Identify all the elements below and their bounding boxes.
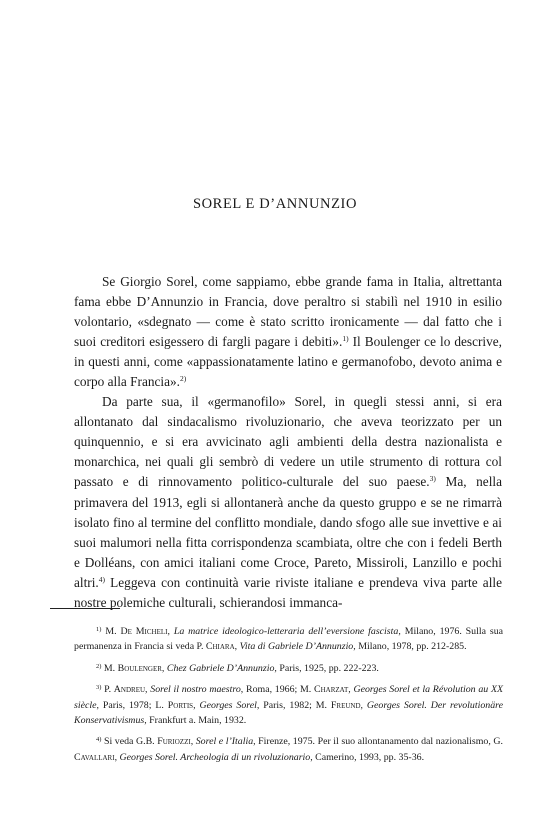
footnote-text: M.	[103, 662, 118, 674]
paragraph-2-text-cont: Ma, nella primavera del 1913, egli si allontanerà anche da questo gruppo e se ne rimarrà isolato fino al termine del conflitto mondiale, dando sfogo alle sue invettive e ai suoi malumori nella fitta corrispondenza scambiata, oltre che con i fedeli Berth e Dolléans, con amici italiani come Croce, Pareto, Missiroli, Lanzillo e pochi altri.	[74, 474, 502, 590]
author-name: Furiozzi	[157, 736, 191, 748]
paragraph-1-text-cont: Il Boulenger ce lo descrive, in questi anni, come «appassionatamente latino e germanofobo, devoto anima e corpo alla Francia».	[74, 334, 502, 390]
footnote-text: ,	[348, 684, 354, 696]
footnote-text: ,	[190, 736, 196, 748]
footnote-number: 3)	[96, 684, 102, 692]
footnote-text: ,	[114, 751, 120, 763]
paragraph-2	[74, 392, 502, 613]
footnote-text: , Roma, 1966; M.	[240, 684, 315, 696]
footnote-1	[74, 624, 503, 655]
book-title: Georges Sorel. Archeologia di un rivoluzionario	[119, 751, 311, 763]
footnote-4	[74, 734, 503, 765]
author-name: Freund	[330, 699, 361, 711]
footnote-text: ,	[360, 699, 367, 711]
footnote-text: P.	[104, 684, 114, 696]
author-name: Portis	[167, 699, 194, 711]
footnotes	[74, 624, 503, 771]
footnote-3	[74, 682, 503, 728]
footnote-number: 1)	[96, 626, 102, 633]
footnote-text: , Firenze, 1975. Per il suo allontanamento dal nazionalismo, G.	[253, 736, 503, 748]
footnote-text: ,	[193, 699, 200, 711]
paragraph-2-text: Da parte sua, il «germanofilo» Sorel, in quegli stessi anni, si era allontanato dal sindacalismo rivoluzionario, che aveva teorizzato per un quinquennio, e si era avvicinato agli ambienti della destra nazionalista e monarchica, nei quali gli sembrò di vedere un utile strumento di rottura col passato e di rinnovamento politico-culturale del suo paese.	[74, 394, 502, 490]
footnote-text: ,	[145, 684, 151, 696]
author-name: Andreu	[113, 684, 146, 696]
book-title: Georges Sorel	[199, 699, 257, 711]
footnote-text: , Milano, 1976. Sulla sua permanenza in Francia si veda P.	[74, 626, 504, 653]
footnote-ref-1[interactable]: 1)	[342, 334, 349, 344]
book-title: Georges Sorel. Der revolutionäre Konservativismus	[74, 699, 504, 727]
footnote-text: , Paris, 1978; L.	[96, 699, 168, 711]
book-title: Sorel il nostro maestro	[150, 684, 241, 696]
paragraph-1-text: Se Giorgio Sorel, come sappiamo, ebbe grande fama in Italia, altrettanta fama ebbe D’Annunzio in Francia, dove peraltro si stabilì nel 1910 in esilio volontario, «sdegnato — come è stato scritto ironicamente — dal fatto che i suoi creditori esigessero di fargli pagare i debiti».	[74, 274, 502, 350]
book-title: Chez Gabriele D’Annunzio	[166, 662, 275, 674]
main-text	[74, 272, 502, 613]
footnote-text: , Milano, 1978, pp. 212-285.	[353, 641, 467, 653]
footnote-ref-3[interactable]: 3)	[429, 474, 436, 484]
book-title: La matrice ideologico-letteraria dell’eversione fascista	[173, 626, 399, 637]
chapter-title: SOREL E D’ANNUNZIO	[192, 196, 358, 212]
paragraph-1	[74, 272, 502, 392]
author-name: Boulenger	[117, 662, 162, 674]
footnote-text: ,	[167, 626, 174, 637]
author-name: Charzat	[314, 684, 349, 696]
footnote-number: 4)	[96, 736, 102, 744]
author-name: Cavallari	[74, 751, 115, 763]
footnote-text: , Camerino, 1993, pp. 35-36.	[310, 751, 425, 763]
footnote-text: ,	[234, 641, 240, 653]
footnote-ref-4[interactable]: 4)	[98, 574, 105, 584]
book-title: Vita di Gabriele D’Annunzio	[239, 641, 354, 653]
footnote-number: 2)	[96, 662, 102, 670]
footnote-text: , Paris, 1982; M.	[256, 699, 331, 711]
footnote-text: ,	[161, 662, 167, 674]
footnote-text: Si veda G.B.	[103, 736, 158, 748]
book-title: Georges Sorel et la Révolution au XX siècle	[74, 684, 504, 711]
paragraph-2-text-end: Leggeva con continuità varie riviste italiane e prendeva viva parte alle nostre polemiche culturali, schierandosi immanca-	[74, 574, 502, 610]
author-name: Chiara	[205, 641, 235, 653]
footnote-text: , Paris, 1925, pp. 222-223.	[274, 662, 379, 674]
footnote-text: M.	[105, 626, 121, 637]
footnote-ref-2[interactable]: 2)	[179, 374, 187, 384]
footnote-text: , Frankfurt a. Main, 1932.	[144, 715, 247, 727]
footnote-2	[74, 661, 503, 676]
author-name: De Micheli	[120, 626, 168, 637]
book-title: Sorel e l’Italia	[195, 736, 254, 748]
footnote-separator	[50, 608, 120, 609]
